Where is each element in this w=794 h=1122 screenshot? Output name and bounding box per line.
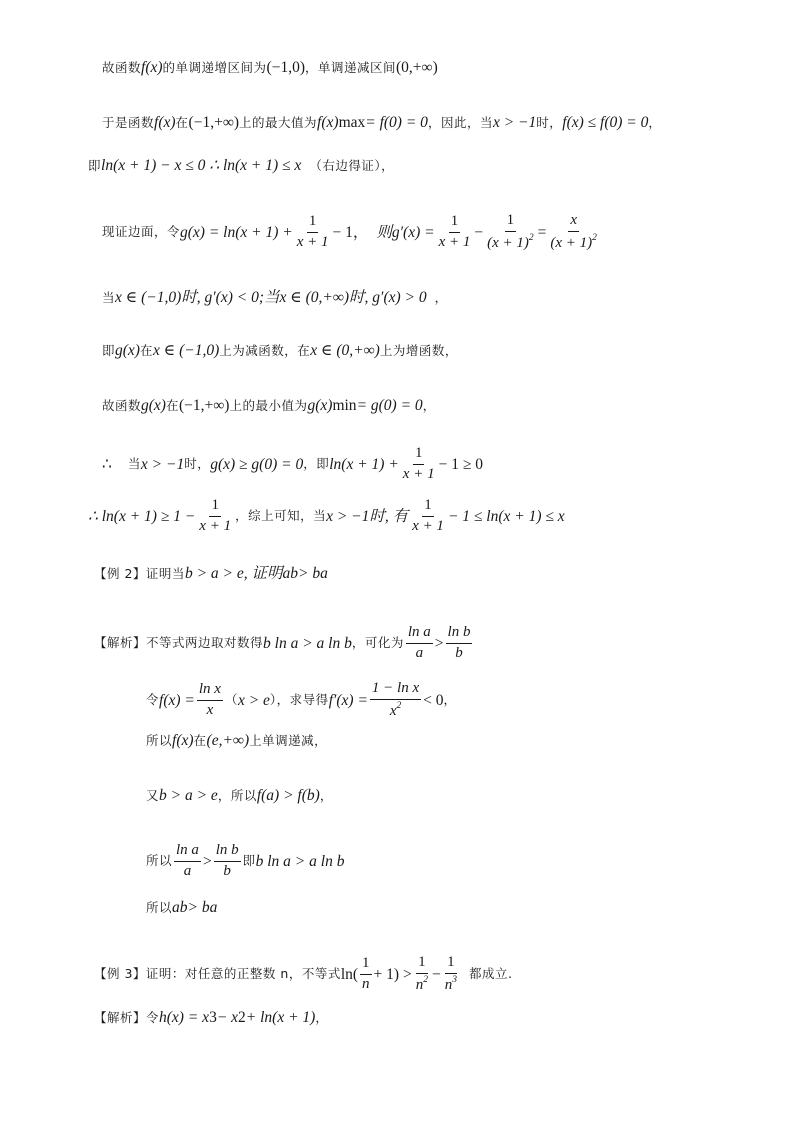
analysis-line-4: 又 b > a > e ，所以 f(a) > f(b) ， — [146, 787, 333, 804]
fraction: $\frac{1}{x + 1}$ — [438, 213, 471, 250]
example-2-heading: 【例 2】证明当 b > a > e, 证明a b > b a — [94, 565, 328, 582]
proof-line-1: 故函数 f(x) 的单调递增区间为 (−1,0) ，单调递减区间 (0,+∞) — [102, 59, 438, 76]
proof-line-6: 即 g(x) 在 x ∈ (−1,0) 上为减函数，在 x ∈ (0,+∞) 上为增函数， — [102, 342, 458, 359]
fraction: $\frac{\text{ln b}}{b}$ — [447, 624, 471, 661]
fraction: $\frac{1}{x + 1}$ — [412, 497, 444, 534]
fraction: $\frac{\text{ln x}}{x}$ — [198, 681, 221, 718]
example-3-heading: 【例 3】证明：对任意的正整数 n，不等式 ln( $\frac{1}{n}$ + 1) > $\frac{1}{n^2}$ − $\frac{1}{n^3}$ 都成立. — [94, 954, 513, 993]
proof-line-5: 当 x ∈ (−1,0)时, g′(x) < 0;当x ∈ (0,+∞)时, g′(x) > 0 ， — [102, 289, 448, 306]
proof-line-3: 即 ln(x + 1) − x ≤ 0 ∴ ln(x + 1) ≤ x （右边得证）， — [88, 157, 395, 174]
analysis-line-3: 所以 f(x) 在 (e,+∞) 上单调递减， — [146, 732, 328, 749]
proof-line-4: 现证边面，令 g(x) = ln(x + 1) + $\frac{1}{x + 1}$ − 1， 则g′(x) = $\frac{1}{x + 1}$ − $\frac{1}{(x + 1)^2}$ = $\frac{x}{(x + 1)^2}$ — [102, 212, 597, 251]
fraction: $\frac{\text{1 − ln x}}{x^2}$ — [371, 680, 420, 719]
example-3-analysis: 【解析】令 h(x) = x 3 − x 2 + ln(x + 1) ， — [94, 1009, 329, 1026]
fraction: $\frac{\text{ln b}}{b}$ — [215, 842, 239, 879]
analysis-line-2: 令 f(x) = $\frac{\text{ln x}}{x}$ （ x > e ），求导得 f′(x) = $\frac{\text{1 − ln x}}{x^2}$ < 0 ， — [146, 680, 457, 719]
fraction: $\frac{1}{(x + 1)^2}$ — [487, 212, 534, 251]
fraction: $\frac{1}{x + 1}$ — [402, 445, 435, 482]
analysis-line-6: 所以 a b > b a — [146, 899, 218, 916]
fraction: $\frac{x}{(x + 1)^2}$ — [550, 212, 597, 251]
proof-line-9: ∴ ln(x + 1) ≥ 1 − $\frac{1}{x + 1}$ ，综上可知，当 x > −1时, 有 $\frac{1}{x + 1}$ − 1 ≤ ln(x + 1) ≤ x — [88, 497, 565, 534]
analysis-line-5: 所以 $\frac{\text{ln a}}{a}$ > $\frac{\text{ln b}}{b}$ 即 b ln a > a ln b — [146, 842, 345, 879]
analysis-line-1: 【解析】不等式两边取对数得 b ln a > a ln b ，可化为 $\frac{\text{ln a}}{a}$ > $\frac{\text{ln b}}{b}$ — [94, 624, 471, 661]
fraction: $\frac{1}{x + 1}$ — [296, 213, 329, 250]
fraction: $\frac{1}{n}$ — [362, 955, 370, 992]
proof-line-7: 故函数 g(x) 在 (−1,+∞) 上的最小值为 g(x) min = g(0) = 0 ， — [102, 397, 436, 414]
fraction: $\frac{\text{ln a}}{a}$ — [407, 624, 431, 661]
fraction: $\frac{\text{ln a}}{a}$ — [176, 842, 199, 879]
proof-line-8: ∴ 当 x > −1 时， g(x) ≥ g(0) = 0 ，即 ln(x + 1) + $\frac{1}{x + 1}$ − 1 ≥ 0 — [102, 445, 483, 482]
fraction: $\frac{1}{n^3}$ — [444, 954, 457, 993]
proof-line-2: 于是函数 f(x) 在 (−1,+∞) 上的最大值为 f(x) max = f(0) = 0 ，因此，当 x > −1 时， f(x) ≤ f(0) = 0 ， — [102, 114, 662, 131]
fraction: $\frac{1}{n^2}$ — [415, 954, 428, 993]
fraction: $\frac{1}{x + 1}$ — [199, 497, 232, 534]
